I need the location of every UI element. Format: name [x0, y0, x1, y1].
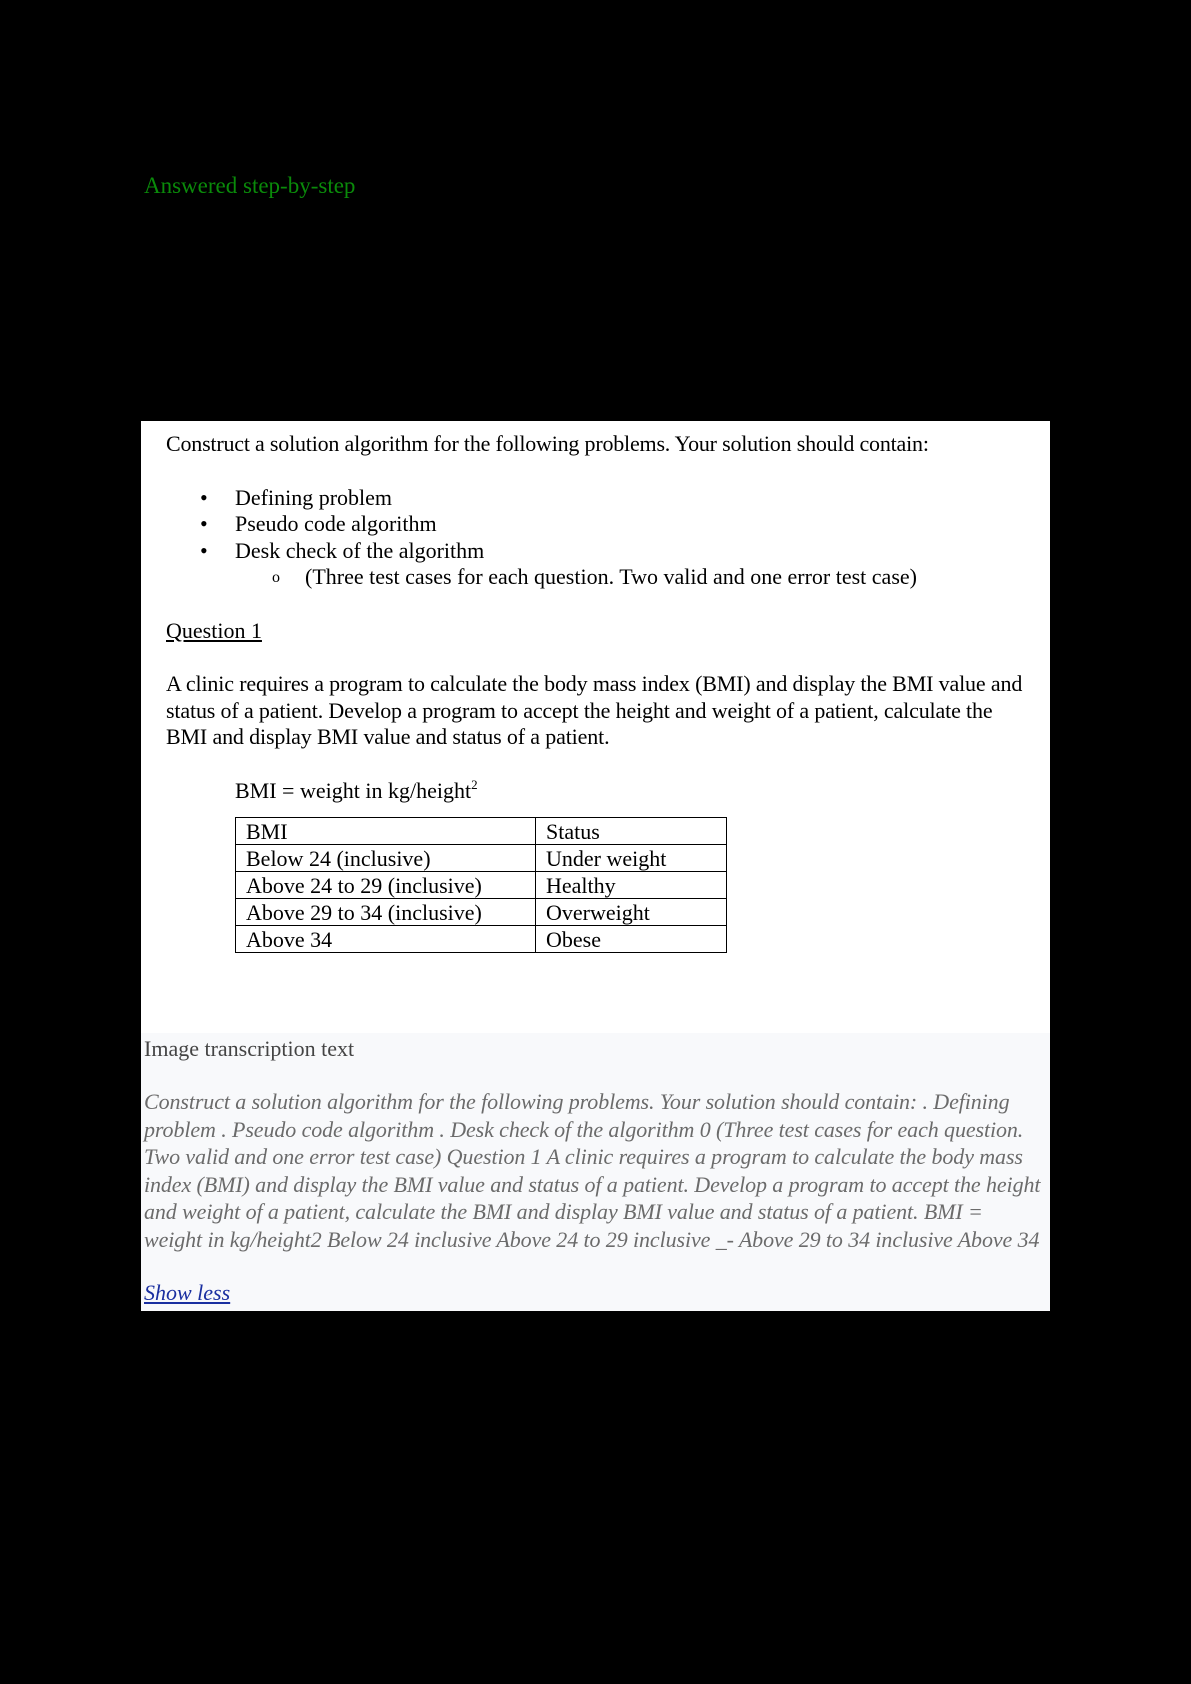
- bullet-icon: •: [200, 484, 208, 510]
- column-header-bmi: BMI: [236, 818, 536, 845]
- bmi-range-cell: Above 34: [236, 926, 536, 953]
- sub-requirement-label: (Three test cases for each question. Two valid and one error test case): [305, 564, 917, 589]
- status-cell: Obese: [536, 926, 727, 953]
- formula-text: BMI = weight in kg/height: [235, 777, 472, 803]
- requirement-label: Pseudo code algorithm: [235, 511, 437, 536]
- table-row: [236, 872, 727, 899]
- table-row: [236, 926, 727, 953]
- question-body: A clinic requires a program to calculate the body mass index (BMI) and display the BMI value and status of a patient. Develop a program to accept the height and weight of a patient, calculate the BMI and display BMI value and status of a patient.: [166, 671, 1023, 749]
- table-row: [236, 899, 727, 926]
- question-title: Question 1: [166, 617, 262, 643]
- bullet-icon: •: [200, 537, 208, 563]
- bmi-range-cell: Above 29 to 34 (inclusive): [236, 899, 536, 926]
- requirement-item: [166, 485, 1030, 512]
- transcription-text: Construct a solution algorithm for the following problems. Your solution should contain: . Defining problem . Pseudo code algorithm . Desk check of the algorithm 0 (Three test cases for each question. Two valid and one error test case) Question 1 A clinic requires a program to calculate the body mass index (BMI) and display the BMI value and status of a patient. Develop a program to accept the height and weight of a patient, calculate the BMI and display BMI value and status of a patient. BMI = weight in kg/height2 Below 24 inclusive Above 24 to 29 inclusive _- Above 29 to 34 inclusive Above 34: [144, 1089, 1041, 1252]
- requirement-label: Defining problem: [235, 484, 393, 510]
- show-less-link[interactable]: Show less: [144, 1280, 231, 1305]
- bullet-icon: •: [200, 511, 208, 536]
- question-image: [141, 421, 1050, 1033]
- formula-superscript: 2: [471, 776, 478, 792]
- table-row: [236, 845, 727, 872]
- answered-label: Answered step-by-step: [144, 173, 356, 198]
- status-cell: Healthy: [536, 872, 727, 899]
- sub-requirements-list: [166, 564, 1030, 591]
- column-header-status: Status: [536, 818, 727, 845]
- sub-requirement-item: [166, 564, 1030, 591]
- hollow-bullet-icon: o: [272, 569, 280, 586]
- transcription-label: Image transcription text: [144, 1036, 355, 1061]
- image-transcription-panel: [141, 1033, 1050, 1311]
- requirement-label: Desk check of the algorithm: [235, 537, 485, 563]
- question-intro: Construct a solution algorithm for the following problems. Your solution should contain:: [166, 431, 929, 456]
- status-cell: Overweight: [536, 899, 727, 926]
- status-cell: Under weight: [536, 845, 727, 872]
- question-content: [166, 431, 1030, 953]
- bmi-range-cell: Above 24 to 29 (inclusive): [236, 872, 536, 899]
- table-header-row: [236, 818, 727, 845]
- bmi-status-table: [235, 817, 727, 953]
- bmi-range-cell: Below 24 (inclusive): [236, 845, 536, 872]
- bmi-formula: [235, 778, 1030, 805]
- requirement-item: [166, 538, 1030, 565]
- requirement-item: [166, 511, 1030, 538]
- requirements-list: [166, 485, 1030, 565]
